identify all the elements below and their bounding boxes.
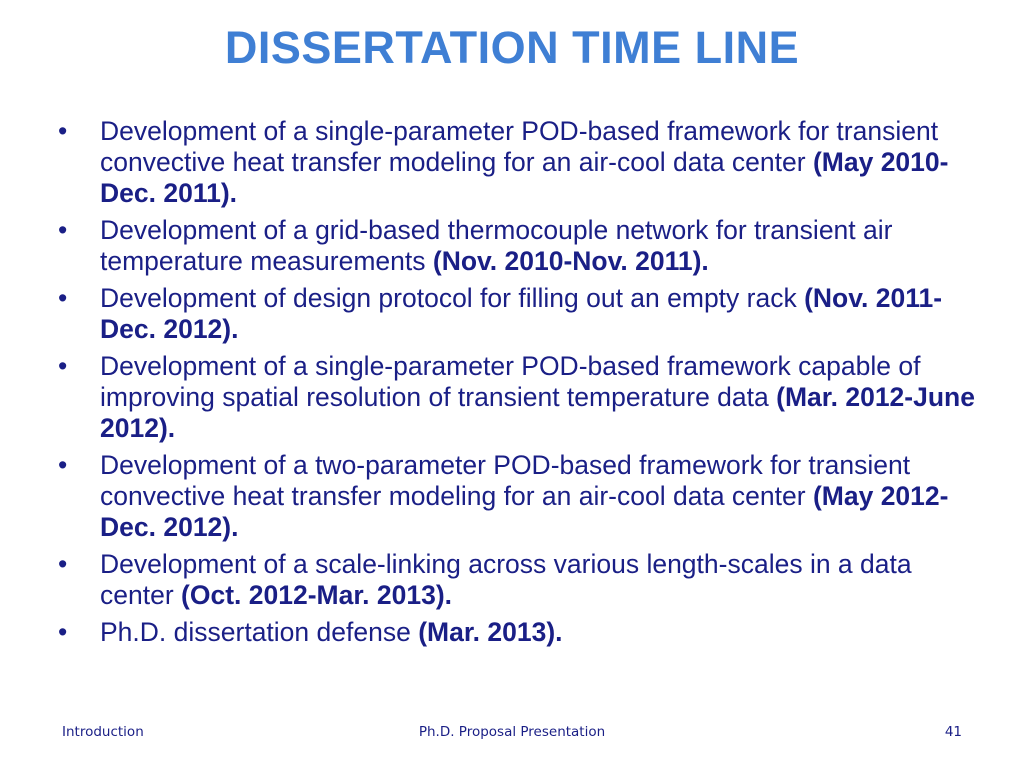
bullet-item: [58, 351, 978, 444]
bullet-date: (May 2012-Dec. 2012).: [100, 481, 949, 542]
bullet-date: (May 2010-Dec. 2011).: [100, 147, 949, 208]
bullet-icon: •: [58, 450, 68, 480]
bullet-text: Development of design protocol for filling out an empty rack: [100, 283, 805, 313]
bullet-icon: •: [58, 617, 68, 647]
bullet-icon: •: [58, 215, 68, 245]
bullet-icon: •: [58, 549, 68, 579]
bullet-text: Development of a single-parameter POD-based framework capable of improving spatial resolution of transient temperature data: [100, 351, 921, 412]
bullet-item: [58, 215, 978, 277]
slide-footer: [0, 724, 1024, 744]
bullet-item: [58, 283, 978, 345]
bullet-icon: •: [58, 283, 68, 313]
bullet-date: (Nov. 2011-Dec. 2012).: [100, 283, 943, 344]
bullet-date: (Mar. 2012-June 2012).: [100, 382, 975, 443]
footer-section-label: Introduction: [62, 724, 144, 740]
bullet-date: (Nov. 2010-Nov. 2011).: [432, 246, 709, 276]
bullet-icon: •: [58, 116, 68, 146]
bullet-item: [58, 116, 978, 209]
bullet-date: (Oct. 2012-Mar. 2013).: [181, 580, 453, 610]
bullet-item: [58, 549, 978, 611]
bullet-text: Ph.D. dissertation defense: [100, 617, 419, 647]
bullet-item: [58, 617, 978, 648]
bullet-text: Development of a grid-based thermocouple network for transient air temperature measurements: [100, 215, 893, 276]
page-number: 41: [944, 724, 962, 740]
slide-title: DISSERTATION TIME LINE: [224, 22, 800, 73]
bullet-date: (Mar. 2013).: [418, 617, 563, 647]
bullet-text: Development of a two-parameter POD-based framework for transient convective heat transfer modeling for an air-cool data center: [100, 450, 911, 511]
bullet-item: [58, 450, 978, 543]
bullet-icon: •: [58, 351, 68, 381]
footer-presentation-title: Ph.D. Proposal Presentation: [418, 724, 606, 740]
bullet-list: [58, 116, 978, 654]
bullet-text: Development of a scale-linking across various length-scales in a data center: [100, 549, 912, 610]
bullet-text: Development of a single-parameter POD-based framework for transient convective heat transfer modeling for an air-cool data center: [100, 116, 939, 177]
